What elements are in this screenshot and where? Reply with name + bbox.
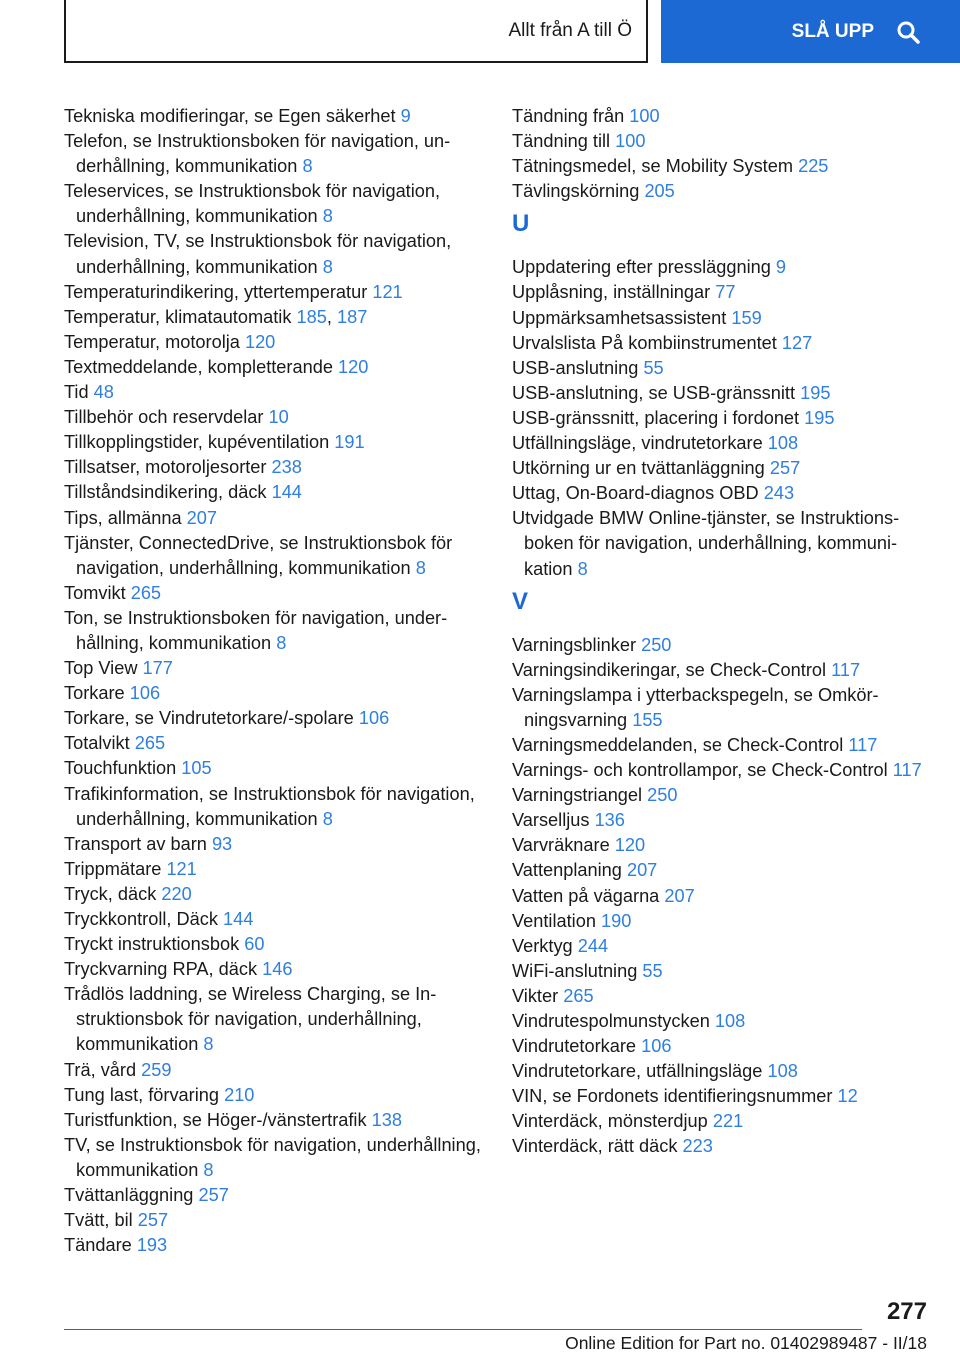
page-reference-link[interactable]: 48 [93,382,114,403]
entry-text: Vinterdäck, rätt däck [512,1136,678,1157]
page-reference-link[interactable]: 220 [161,883,192,904]
index-entry [64,907,482,932]
page-reference-link[interactable]: 257 [769,458,801,479]
entry-text: Touchfunktion [64,758,177,779]
page-reference-link[interactable]: 225 [798,156,829,177]
index-entry [512,1059,930,1084]
page-reference-link[interactable]: 146 [262,959,293,980]
entry-text: Television, TV, se Instruktionsbok för navigation, underhållning, kommunikation [64,231,452,277]
index-entry [64,706,482,731]
index-entry [64,1133,482,1183]
page-reference-link[interactable]: 121 [166,858,197,879]
page-reference-link[interactable]: 106 [641,1036,672,1057]
entry-text: Totalvikt [64,733,130,754]
page-reference-link[interactable]: 117 [831,659,861,680]
page-reference-link[interactable]: 8 [577,558,588,579]
index-entry [64,606,482,656]
index-entry [64,280,482,305]
index-entry: Temperatur, klimatautomatik 185, 187 [64,306,368,327]
entry-text: Tillbehör och reservdelar [64,407,264,428]
page-reference-link[interactable]: 265 [563,985,594,1006]
footer-divider [64,1329,862,1330]
entry-text: Ton, se Instruktionsboken för navigation, underhållning, kommunikation [64,607,448,653]
index-entry [512,884,930,909]
entry-text: Utvidgade BMW Online-tjänster, se Instruktionsboken för navigation, underhållning, kommunikation [512,508,900,579]
entry-text: USB-gränssnitt, placering i fordonet [512,407,800,428]
entry-text: Trådlös laddning, se Wireless Charging, se Instruktionsbok för navigation, underhållning, kommunikation [64,984,437,1055]
entry-text: Utkörning ur en tvättanläggning [512,458,765,479]
page-reference-link[interactable]: 187 [336,306,368,327]
entry-text: Tjänster, ConnectedDrive, se Instruktionsbok för navigation, underhållning, kommunikation [64,532,453,578]
entry-text: Vattenplaning [512,860,622,881]
entry-text: Vindrutespolmunstycken [512,1011,710,1031]
a-to-o-button[interactable] [64,0,648,63]
index-entry [512,331,930,356]
entry-list-t [64,104,482,1258]
index-entry [512,255,930,280]
entry-text: Upplåsning, inställningar [512,282,711,303]
index-entry [512,154,930,179]
entry-text: Ventilation [512,910,596,931]
index-entry [512,758,930,783]
entry-text: Varningsindikeringar, se Check-Control [512,659,827,680]
index-column-right [512,104,930,1160]
entry-text: TV, se Instruktionsbok för navigation, underhållning, kommunikation [64,1134,481,1180]
entry-text: Telefon, se Instruktionsboken för navigation, underhållning, kommunikation [64,131,451,177]
index-entry [64,129,482,179]
page-reference-link[interactable]: 120 [244,331,276,352]
page-reference-link[interactable]: 117 [892,760,922,781]
index-entry [64,380,482,405]
index-entry [512,104,930,129]
entry-text: Tvättanläggning [64,1185,194,1206]
index-entry [512,633,930,658]
page-reference-link[interactable]: 121 [372,281,403,302]
entry-text: Varningslampa i ytterbackspegeln, se Omkörningsvarning [512,684,879,730]
entry-text: Tätningsmedel, se Mobility System [512,156,794,177]
page-reference-link[interactable]: 108 [714,1011,746,1031]
page-reference-link[interactable]: 127 [781,332,813,353]
index-entry [64,1108,482,1133]
index-entry [64,982,482,1057]
page-reference-link[interactable]: 120 [338,356,369,377]
index-entry [512,934,930,959]
entry-text: Tomvikt [64,582,126,603]
index-entry [512,783,930,808]
page-reference-link[interactable]: 193 [136,1235,168,1256]
page-reference-link[interactable]: 207 [626,860,658,881]
entry-text: Vatten på vägarna [512,885,660,906]
entry-text: Uppdatering efter pressläggning [512,257,771,278]
page-reference-link[interactable]: 144 [223,909,254,929]
page-reference-link[interactable]: 136 [594,810,625,831]
page-reference-link[interactable]: 55 [642,960,663,981]
index-entry [64,1058,482,1083]
entry-text: Tändning till [512,131,611,152]
entry-text: Temperatur, motorolja [64,331,240,352]
page-reference-link[interactable]: 8 [415,557,426,578]
index-entry [64,1208,482,1233]
index-entry [512,833,930,858]
entry-text: Varnings- och kontrollampor, se Check-Control [512,760,888,781]
entry-text: Textmeddelande, kompletterande [64,356,333,377]
index-entry [64,581,482,606]
entry-text: Vindrutetorkare [512,1036,637,1057]
index-entry [64,480,482,505]
entry-text: Tändning från [512,106,625,126]
footer-edition: Online Edition for Part no. 01402989487 - II/18 [565,1333,927,1353]
page-reference-link[interactable]: 205 [644,181,675,202]
entry-text: Tävlingskörning [512,181,640,202]
page-reference-link[interactable]: 144 [271,482,302,503]
entry-text: Tung last, förvaring [64,1084,220,1105]
index-entry [512,1134,930,1159]
page-reference-link[interactable]: 257 [137,1210,169,1231]
index-entry [512,129,930,154]
index-entry [64,229,482,279]
page-reference-link[interactable]: 221 [712,1111,744,1132]
index-entry [512,658,930,683]
page-reference-link[interactable]: 195 [804,407,835,428]
entry-text: Tryck, däck [64,883,157,904]
index-entry [64,104,482,129]
page-reference-link[interactable]: 155 [632,709,663,730]
page-reference-link[interactable]: 177 [142,658,173,679]
page-reference-link[interactable]: 223 [682,1136,713,1157]
index-entry [512,858,930,883]
index-entry [64,782,482,832]
page-reference-link[interactable]: 8 [322,206,333,227]
entry-text: Torkare [64,683,125,704]
letter-heading-u: U [512,210,530,238]
index-entry [512,808,930,833]
index-entry [64,932,482,957]
page-reference-link[interactable]: 265 [130,582,162,603]
page-reference-link[interactable]: 100 [615,131,646,152]
index-entry [512,481,930,506]
page-reference-link[interactable]: 106 [129,683,161,704]
entry-list-v [512,633,930,1160]
entry-text: Urvalslista På kombiinstrumentet [512,332,777,353]
entry-text: Transport av barn [64,833,207,854]
entry-text: USB-anslutning, se USB-gränssnitt [512,382,796,403]
page-reference-link[interactable]: 117 [848,734,878,755]
index-entry [512,1084,930,1109]
index-column-left [64,104,482,1258]
index-entry [512,306,930,331]
entry-text: Top View [64,658,138,679]
page-reference-link[interactable]: 120 [614,835,646,856]
index-entry [64,681,482,706]
index-entry [64,1083,482,1108]
entry-text: Torkare, se Vindrutetorkare/-spolare [64,708,354,729]
entry-text: Tryckkontroll, Däck [64,909,218,929]
entry-text: Vinterdäck, mönsterdjup [512,1111,708,1132]
entry-text: Tips, allmänna [64,507,182,528]
entry-text: Uttag, On-Board-diagnos OBD [512,483,759,504]
page-reference-link[interactable]: 8 [302,156,313,177]
index-entry [512,984,930,1009]
page-reference-link[interactable]: 207 [664,885,695,906]
page-reference-link[interactable]: 8 [322,808,333,829]
entry-list-t-continued [512,104,930,204]
index-entry [512,959,930,984]
entry-text: Tvätt, bil [64,1210,133,1231]
search-button[interactable] [661,0,960,63]
index-entry [512,356,930,381]
entry-text: Tryckvarning RPA, däck [64,959,258,980]
top-navigation [0,0,960,66]
page-reference-link[interactable]: 8 [276,632,287,653]
page-reference-link[interactable]: 250 [647,785,678,806]
entry-text: Trippmätare [64,858,162,879]
page-reference-link[interactable]: 259 [141,1059,172,1080]
a-to-o-label: Allt från A till Ö [508,19,632,41]
index-entry [64,1233,482,1258]
entry-list-u [512,255,930,581]
index-entry [512,1109,930,1134]
index-entry [512,431,930,456]
page-reference-link[interactable]: 185 [296,306,327,327]
index-entry [512,381,930,406]
index-entry [64,179,482,229]
index-entry [512,1034,930,1059]
index-entry [64,506,482,531]
page-reference-link[interactable]: 257 [198,1185,229,1206]
page-reference-link[interactable]: 55 [643,357,664,378]
page-reference-link[interactable]: 108 [767,433,799,454]
page-reference-link[interactable]: 238 [271,457,302,478]
index-entry [64,857,482,882]
index-entry [512,733,930,758]
entry-text: Vindrutetorkare, utfällningsläge [512,1061,763,1082]
page-reference-link[interactable]: 9 [775,257,787,278]
index-entry [64,405,482,430]
page-reference-link[interactable]: 9 [400,106,411,126]
entry-text: WiFi-anslutning [512,960,638,981]
entry-text: VIN, se Fordonets identifieringsnummer [512,1086,833,1107]
page-reference-link[interactable]: 8 [203,1034,214,1055]
search-icon [896,20,920,44]
entry-text: Varningsblinker [512,634,637,655]
entry-text: USB-anslutning [512,357,639,378]
page-reference-link[interactable]: 108 [767,1061,798,1082]
page-reference-link[interactable]: 105 [181,758,212,779]
index-entry [512,909,930,934]
entry-text: Tryckt instruktionsbok [64,934,240,955]
index-entry [64,1183,482,1208]
index-entry [512,506,930,581]
index-entry [64,882,482,907]
index-entry [64,455,482,480]
entry-text: Temperatur, klimatautomatik [64,306,292,327]
page-reference-link[interactable]: 100 [629,106,660,126]
page-reference-link[interactable]: 60 [244,934,265,955]
letter-heading-v: V [512,587,529,615]
page-reference-link[interactable]: 190 [601,910,632,931]
page-reference-link[interactable]: 159 [731,307,762,328]
index-entry [64,531,482,581]
page-reference-link[interactable]: 191 [334,432,365,453]
page-reference-link[interactable]: 93 [211,833,233,854]
page-reference-link[interactable]: 138 [371,1109,402,1130]
page-reference-link[interactable]: 244 [577,935,609,956]
entry-text: Tillståndsindikering, däck [64,482,267,503]
index-entry [64,731,482,756]
entry-text: Tillkopplingstider, kupéventilation [64,432,330,453]
index-entry [512,280,930,305]
entry-text: Varningsmeddelanden, se Check-Control [512,734,844,755]
entry-text: Varselljus [512,810,590,831]
index-entry [64,355,482,380]
page-reference-link[interactable]: 8 [322,256,333,277]
page-reference-link[interactable]: 12 [837,1086,858,1107]
page-reference-link[interactable]: 265 [134,733,166,754]
entry-text: Temperaturindikering, yttertemperatur [64,281,368,302]
page-reference-link[interactable]: 243 [763,483,795,504]
entry-text: Tillsatser, motoroljesorter [64,457,267,478]
entry-text: Trä, vård [64,1059,137,1080]
entry-text: Varvräknare [512,835,610,856]
entry-text: Turistfunktion, se Höger-/vänstertrafik [64,1109,367,1130]
entry-text: Varningstriangel [512,785,643,806]
page-number: 277 [886,1298,927,1325]
index-entry [64,756,482,781]
index-entry [64,430,482,455]
entry-text: Tekniska modifieringar, se Egen säkerhet [64,106,396,126]
index-entry [64,957,482,982]
index-entry [64,656,482,681]
page-reference-link[interactable]: 8 [203,1159,214,1180]
index-entry [512,1009,930,1034]
index-entry [512,683,930,733]
page-reference-link[interactable]: 10 [268,407,289,428]
page-reference-link[interactable]: 77 [715,282,736,303]
search-label: SLÅ UPP [791,20,874,42]
entry-text: Teleservices, se Instruktionsbok för navigation, underhållning, kommunikation [64,181,441,227]
page-reference-link[interactable]: 207 [186,507,218,528]
page-reference-link[interactable]: 250 [641,634,672,655]
index-entry [64,832,482,857]
index-entry [512,406,930,431]
entry-text: Tid [64,382,89,403]
entry-text: Trafikinformation, se Instruktionsbok för navigation, underhållning, kommunikation [64,783,475,829]
entry-text: Vikter [512,985,559,1006]
index-entry [512,179,930,204]
page-reference-link[interactable]: 210 [224,1084,255,1105]
entry-text: Uppmärksamhetsassistent [512,307,727,328]
entry-text: Utfällningsläge, vindrutetorkare [512,433,763,454]
index-entry [512,456,930,481]
page-reference-link[interactable]: 106 [358,708,390,729]
page-reference-link[interactable]: 195 [800,382,831,403]
entry-text: Verktyg [512,935,573,956]
index-entry [64,330,482,355]
entry-text: Tändare [64,1235,132,1256]
